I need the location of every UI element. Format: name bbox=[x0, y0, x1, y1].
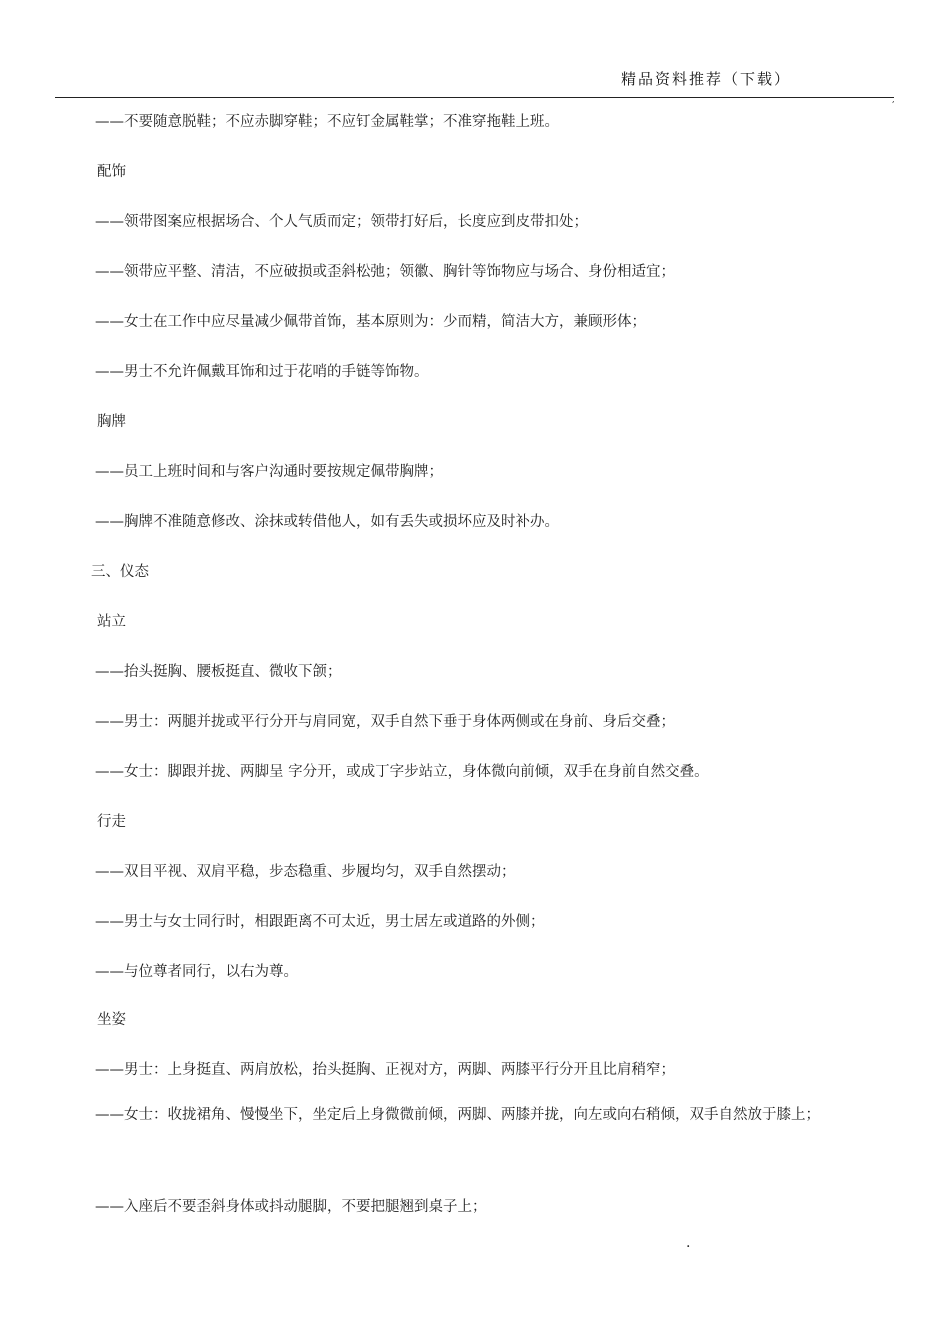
paragraph: ——与位尊者同行，以右为尊。 bbox=[95, 964, 298, 980]
paragraph: ——男士与女士同行时，相跟距离不可太近，男士居左或道路的外侧； bbox=[95, 914, 545, 930]
paragraph: ——领带图案应根据场合、个人气质而定；领带打好后，长度应到皮带扣处； bbox=[95, 214, 588, 230]
section-heading: 行走 bbox=[97, 814, 126, 830]
header-rule-tick: , bbox=[892, 95, 895, 104]
section-heading: 坐姿 bbox=[97, 1012, 126, 1028]
paragraph: ——男士不允许佩戴耳饰和过于花哨的手链等饰物。 bbox=[95, 364, 429, 380]
paragraph: ——女士：脚跟并拢、两脚呈 字分开，或成丁字步站立，身体微向前倾，双手在身前自然交叠。 bbox=[95, 764, 709, 780]
chapter-heading: 三、仪态 bbox=[91, 564, 149, 580]
paragraph: ——双目平视、双肩平稳，步态稳重、步履均匀，双手自然摆动； bbox=[95, 864, 516, 880]
paragraph-wrapped: ——女士：收拢裙角、慢慢坐下，坐定后上身微微前倾，两脚、两膝并拢，向左或向右稍倾，双手自然放于膝上； bbox=[95, 1107, 820, 1123]
paragraph: ——抬头挺胸、腰板挺直、微收下颌； bbox=[95, 664, 342, 680]
paragraph: ——入座后不要歪斜身体或抖动腿脚，不要把腿翘到桌子上； bbox=[95, 1199, 487, 1215]
section-heading: 配饰 bbox=[97, 164, 126, 180]
header-rule bbox=[55, 97, 894, 98]
paragraph: ——不要随意脱鞋；不应赤脚穿鞋；不应钉金属鞋掌；不准穿拖鞋上班。 bbox=[95, 114, 559, 130]
page-header-title: 精品资料推荐（下载） bbox=[621, 70, 792, 88]
section-heading: 站立 bbox=[97, 614, 126, 630]
paragraph: ——胸牌不准随意修改、涂抹或转借他人，如有丢失或损坏应及时补办。 bbox=[95, 514, 559, 530]
paragraph: ——男士：两腿并拢或平行分开与肩同宽，双手自然下垂于身体两侧或在身前、身后交叠； bbox=[95, 714, 675, 730]
paragraph: ——领带应平整、清洁，不应破损或歪斜松弛；领徽、胸针等饰物应与场合、身份相适宜； bbox=[95, 264, 675, 280]
section-heading: 胸牌 bbox=[97, 414, 126, 430]
paragraph: ——员工上班时间和与客户沟通时要按规定佩带胸牌； bbox=[95, 464, 443, 480]
paragraph: ——女士在工作中应尽量减少佩带首饰，基本原则为：少而精，简洁大方，兼顾形体； bbox=[95, 314, 646, 330]
paragraph: ——男士：上身挺直、两肩放松，抬头挺胸、正视对方，两脚、两膝平行分开且比肩稍窄； bbox=[95, 1062, 675, 1078]
footer-mark: . bbox=[686, 1235, 691, 1251]
